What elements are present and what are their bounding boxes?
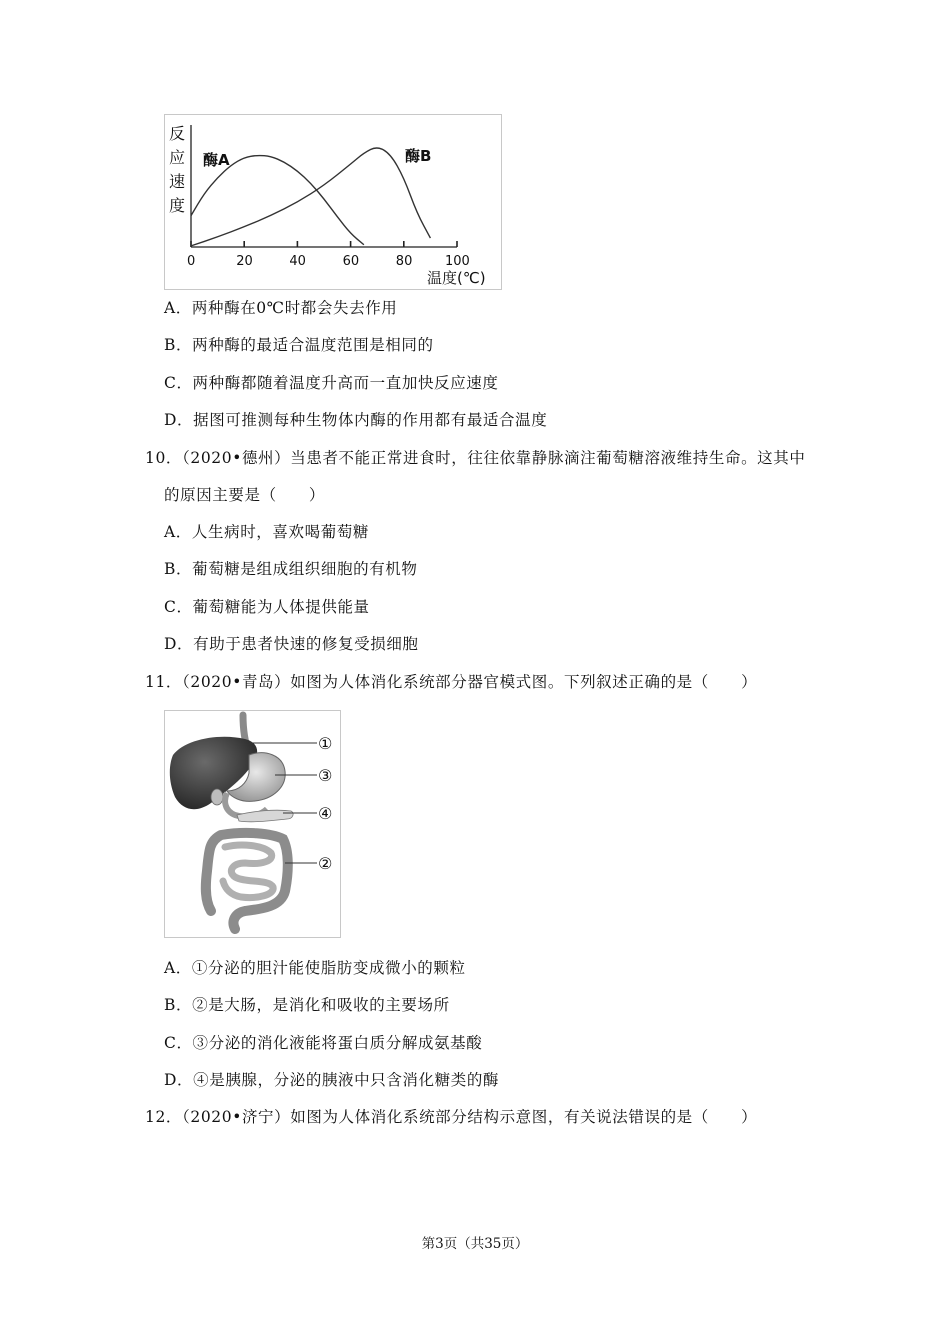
q11-stem: 11．（2020•青岛）如图为人体消化系统部分器官模式图。下列叙述正确的是（ ） — [145, 673, 758, 691]
q9-option-a: A．两种酶在0℃时都会失去作用 — [164, 299, 398, 317]
q10-stem-line1: 10．（2020•德州）当患者不能正常进食时，往往依靠静脉滴注葡萄糖溶液维持生命。这其中 — [145, 449, 806, 467]
q11-option-d: D．④是胰腺，分泌的胰液中只含消化糖类的酶 — [164, 1071, 500, 1089]
figure-label-4: ④ — [318, 804, 333, 823]
q12-stem: 12．（2020•济宁）如图为人体消化系统部分结构示意图，有关说法错误的是（ ） — [145, 1108, 758, 1126]
x-tick-label: 100 — [445, 254, 470, 269]
x-tick-label: 60 — [342, 254, 360, 269]
x-axis-label: 温度(℃) — [427, 269, 486, 287]
series-label-enzyme-a: 酶A — [203, 151, 230, 169]
q11-option-a: A．①分泌的胆汁能使脂肪变成微小的颗粒 — [164, 959, 466, 977]
q9-option-d: D．据图可推测每种生物体内酶的作用都有最适合温度 — [164, 411, 548, 429]
q10-stem-line2: 的原因主要是（ ） — [164, 486, 326, 504]
figure-label-1: ① — [318, 734, 333, 753]
gallbladder-shape — [211, 789, 223, 805]
digestive-system-figure — [164, 710, 341, 938]
page-footer: 第3页（共35页） — [421, 1236, 529, 1252]
x-tick-label: 80 — [395, 254, 413, 269]
digestive-system-illustration — [165, 711, 340, 937]
q11-option-c: C．③分泌的消化液能将蛋白质分解成氨基酸 — [164, 1034, 483, 1052]
x-tick-label: 20 — [236, 254, 253, 269]
x-tick-label: 0 — [187, 254, 196, 269]
pancreas-shape — [237, 810, 293, 822]
x-tick-label: 40 — [289, 254, 306, 269]
q10-option-b: B．葡萄糖是组成组织细胞的有机物 — [164, 560, 418, 578]
figure-label-3: ③ — [318, 766, 333, 785]
series-label-enzyme-b: 酶B — [405, 147, 432, 165]
q9-option-c: C．两种酶都随着温度升高而一直加快反应速度 — [164, 374, 499, 392]
enzyme-chart-figure — [164, 114, 502, 290]
small-intestine-shape — [223, 845, 273, 898]
q9-option-b: B．两种酶的最适合温度范围是相同的 — [164, 336, 434, 354]
enzyme-chart — [165, 115, 501, 289]
q10-option-d: D．有助于患者快速的修复受损细胞 — [164, 635, 419, 653]
y-axis-label: 反应速度 — [169, 124, 186, 215]
figure-label-2: ② — [318, 854, 333, 873]
q11-option-b: B．②是大肠，是消化和吸收的主要场所 — [164, 996, 450, 1014]
q10-option-c: C．葡萄糖能为人体提供能量 — [164, 598, 370, 616]
q10-option-a: A．人生病时，喜欢喝葡萄糖 — [164, 523, 369, 541]
